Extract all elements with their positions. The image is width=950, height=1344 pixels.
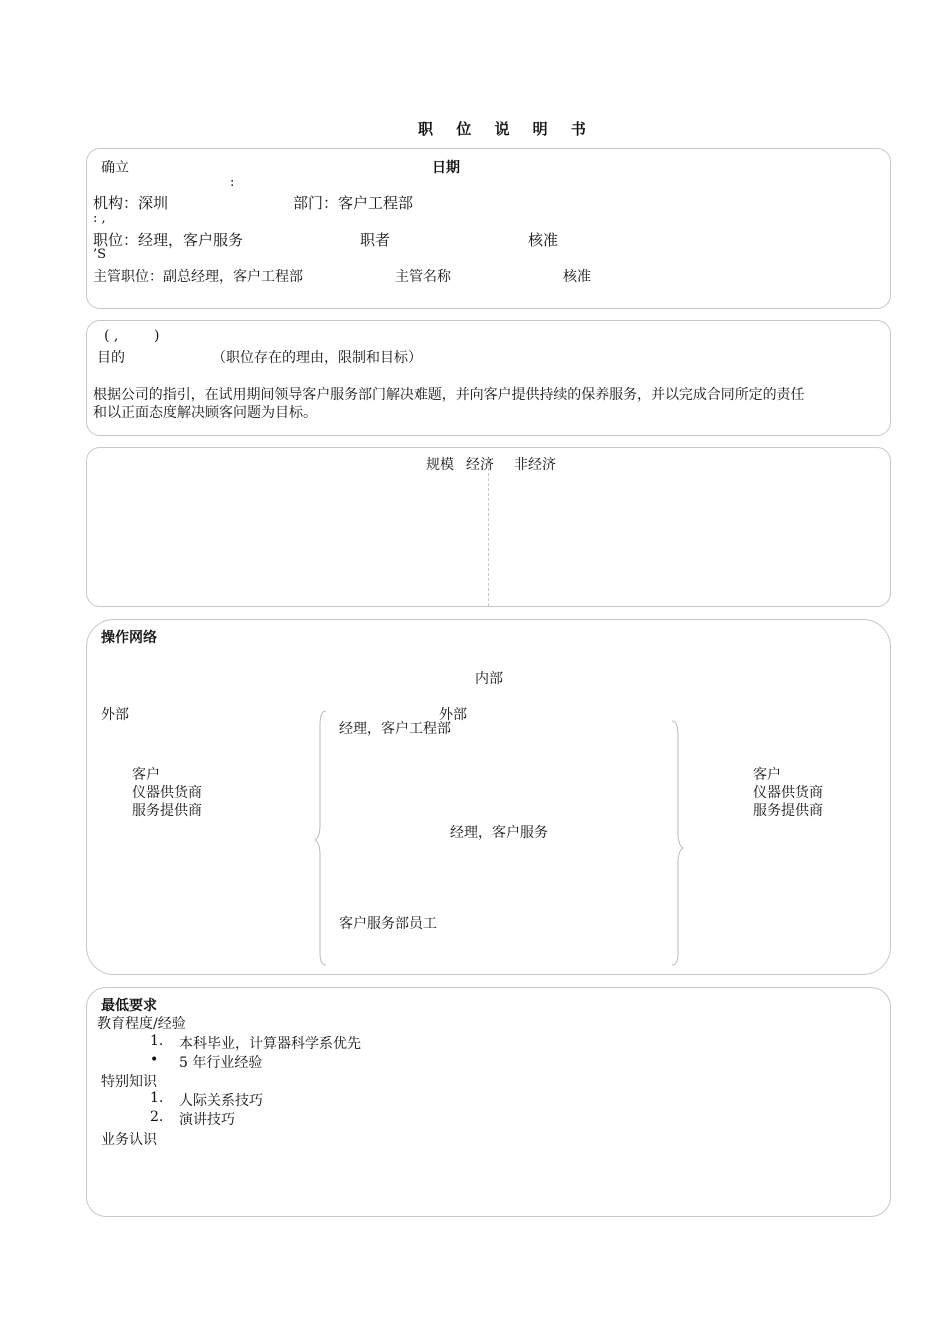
- knowledge-label: 特别知识: [101, 1074, 157, 1090]
- non-economic-label: 非经济: [514, 457, 556, 473]
- education-item: 本科毕业，计算器科学系优先: [179, 1036, 361, 1052]
- list-marker: 1.: [150, 1033, 164, 1049]
- scale-label: 规模: [426, 457, 454, 473]
- purpose-text-line-1: 根据公司的指引，在试用期间领导客户服务部门解决难题，并向客户提供持续的保养服务，并以完成合同所定的责任: [93, 387, 805, 403]
- left-list-item: 服务提供商: [132, 803, 202, 819]
- left-brace-shape: [315, 711, 326, 965]
- economic-label: 经济: [466, 457, 494, 473]
- column-divider: [488, 463, 489, 606]
- supervisor-approve-field: 核准: [563, 269, 591, 285]
- paren-mark: ( , ): [104, 328, 160, 344]
- node-manager-engineering: 经理，客户工程部: [339, 721, 451, 737]
- list-marker: •: [150, 1052, 159, 1068]
- education-item: 5 年行业经验: [179, 1055, 263, 1071]
- colon-mark: :: [230, 175, 235, 190]
- right-list-item: 仪器供货商: [753, 785, 823, 801]
- punctuation-mark-2: ’S: [93, 247, 107, 262]
- date-label: 日期: [432, 160, 460, 176]
- left-list-item: 客户: [132, 767, 160, 783]
- organization-field: 机构：深圳: [93, 194, 169, 212]
- purpose-text-line-2: 和以正面态度解决顾客问题为目标。: [93, 405, 317, 421]
- education-label: 教育程度/经验: [97, 1016, 186, 1032]
- left-list-item: 仪器供货商: [132, 785, 202, 801]
- external-label-mid: 外部: [439, 707, 467, 723]
- purpose-label: 目的: [97, 350, 125, 366]
- right-brace-shape: [672, 721, 683, 965]
- supervisor-name-field: 主管名称: [395, 269, 451, 285]
- supervisor-position-field: 主管职位：副总经理，客户工程部: [93, 269, 303, 285]
- right-list-item: 客户: [753, 767, 781, 783]
- list-marker: 2.: [150, 1109, 164, 1125]
- holder-field: 职者: [360, 231, 391, 249]
- knowledge-item: 人际关系技巧: [179, 1093, 263, 1109]
- requirements-heading: 最低要求: [101, 998, 157, 1014]
- operation-network-heading: 操作网络: [101, 630, 157, 646]
- approve-field: 核准: [528, 231, 559, 249]
- node-service-staff: 客户服务部员工: [339, 916, 437, 932]
- department-field: 部门：客户工程部: [293, 194, 414, 212]
- internal-label: 内部: [475, 671, 503, 687]
- position-field: 职位：经理，客户服务: [93, 231, 244, 249]
- page-title: 职 位 说 明 书: [418, 120, 595, 138]
- node-manager-service: 经理，客户服务: [450, 825, 548, 841]
- external-label-left: 外部: [101, 707, 129, 723]
- list-marker: 1.: [150, 1090, 164, 1106]
- right-list-item: 服务提供商: [753, 803, 823, 819]
- punctuation-mark: : ,: [93, 211, 106, 226]
- established-label: 确立: [101, 160, 129, 176]
- business-label: 业务认识: [101, 1132, 157, 1148]
- knowledge-item: 演讲技巧: [179, 1112, 235, 1128]
- purpose-description: （职位存在的理由，限制和目标）: [212, 350, 422, 366]
